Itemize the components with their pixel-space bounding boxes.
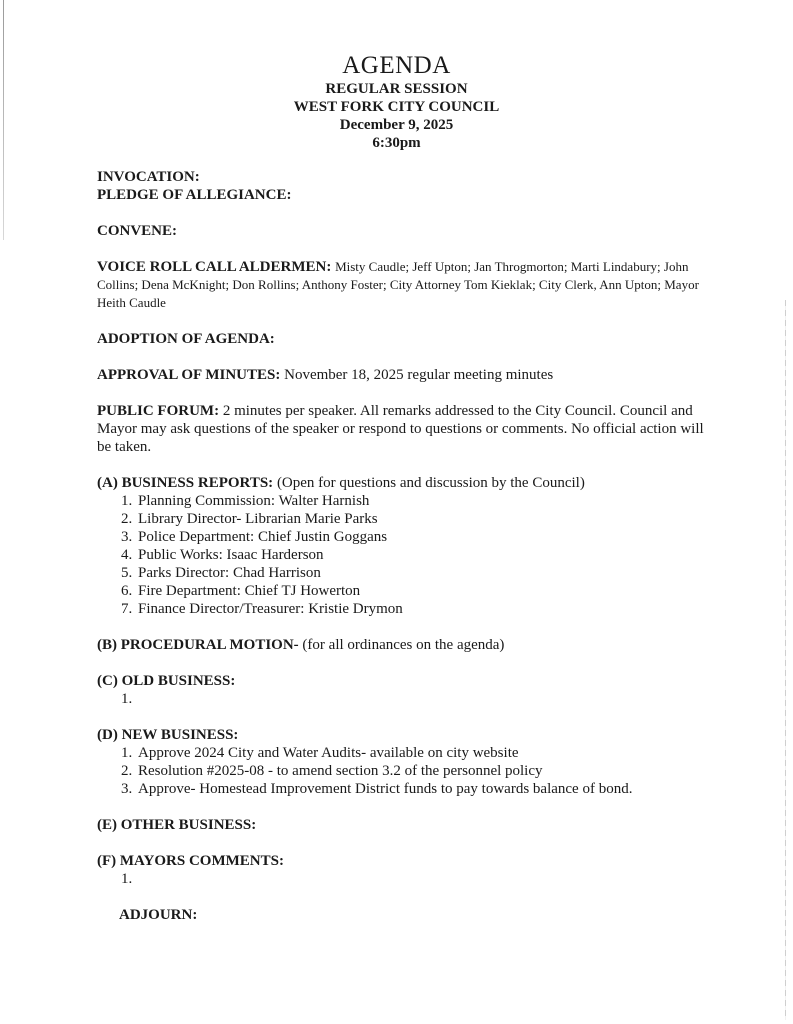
page-title: AGENDA	[342, 52, 451, 79]
minutes-heading: APPROVAL OF MINUTES:	[97, 367, 281, 383]
list-item: 1. Approve 2024 City and Water Audits- available on city website	[121, 745, 519, 761]
scan-edge-right	[785, 300, 786, 1020]
list-item: 7. Finance Director/Treasurer: Kristie Drymon	[121, 601, 403, 617]
public-forum-section	[97, 402, 717, 456]
section-f	[97, 852, 717, 888]
list-item: 5. Parks Director: Chad Harrison	[121, 565, 321, 581]
list-item: 6. Fire Department: Chief TJ Howerton	[121, 583, 361, 599]
section-b-heading: (B) PROCEDURAL MOTION-	[97, 637, 299, 653]
minutes-section	[97, 366, 717, 384]
section-b	[97, 636, 717, 654]
agenda-body	[97, 168, 717, 924]
list-item: 1.	[121, 691, 133, 707]
convene-heading: CONVENE:	[97, 223, 178, 239]
list-item: 4. Public Works: Isaac Harderson	[121, 547, 324, 563]
roll-call-heading: VOICE ROLL CALL ALDERMEN:	[97, 259, 332, 275]
pledge-heading: PLEDGE OF ALLEGIANCE:	[97, 187, 292, 203]
meeting-date: December 9, 2025	[339, 117, 454, 133]
business-reports-list	[97, 492, 717, 618]
roll-call-names: Misty Caudle; Jeff Upton; Jan Throgmorton; Marti Lindabury; John Collins; Dena McKnight; Don Rollins; Anthony Foster; City Attorney Tom Kieklak; City Clerk, Ann Upton; Mayor Heith Caudle	[97, 259, 699, 310]
section-c-heading: (C) OLD BUSINESS:	[97, 673, 236, 689]
section-d	[97, 726, 717, 798]
session-type: REGULAR SESSION	[325, 81, 468, 97]
list-item: 3. Approve- Homestead Improvement District funds to pay towards balance of bond.	[121, 781, 633, 797]
minutes-text: November 18, 2025 regular meeting minutes	[284, 367, 554, 383]
section-a-heading: (A) BUSINESS REPORTS:	[97, 475, 274, 491]
mayors-comments-list	[97, 870, 717, 888]
list-item: 1.	[121, 871, 133, 887]
new-business-list	[97, 744, 717, 798]
section-f-heading: (F) MAYORS COMMENTS:	[97, 853, 284, 869]
list-item: 2. Library Director- Librarian Marie Parks	[121, 511, 378, 527]
public-forum-text: 2 minutes per speaker. All remarks addressed to the City Council. Council and Mayor may ask questions of the speaker or respond to questions or comments. No official action will be taken.	[97, 403, 704, 455]
list-item: 2. Resolution #2025-08 - to amend section 3.2 of the personnel policy	[121, 763, 543, 779]
meeting-time: 6:30pm	[372, 135, 421, 151]
old-business-list	[97, 690, 717, 708]
section-c	[97, 672, 717, 708]
adjourn-heading: ADJOURN:	[119, 907, 198, 923]
section-b-note: (for all ordinances on the agenda)	[302, 637, 505, 653]
roll-call-section	[97, 258, 717, 312]
section-e-heading: (E) OTHER BUSINESS:	[97, 817, 257, 833]
list-item: 3. Police Department: Chief Justin Goggans	[121, 529, 388, 545]
list-item: 1. Planning Commission: Walter Harnish	[121, 493, 370, 509]
section-a-note: (Open for questions and discussion by the Council)	[276, 475, 585, 491]
invocation-heading: INVOCATION:	[97, 169, 200, 185]
section-a	[97, 474, 717, 618]
adoption-heading: ADOPTION OF AGENDA:	[97, 331, 275, 347]
section-d-heading: (D) NEW BUSINESS:	[97, 727, 239, 743]
public-forum-heading: PUBLIC FORUM:	[97, 403, 220, 419]
council-name: WEST FORK CITY COUNCIL	[293, 99, 500, 115]
agenda-header	[0, 52, 793, 152]
